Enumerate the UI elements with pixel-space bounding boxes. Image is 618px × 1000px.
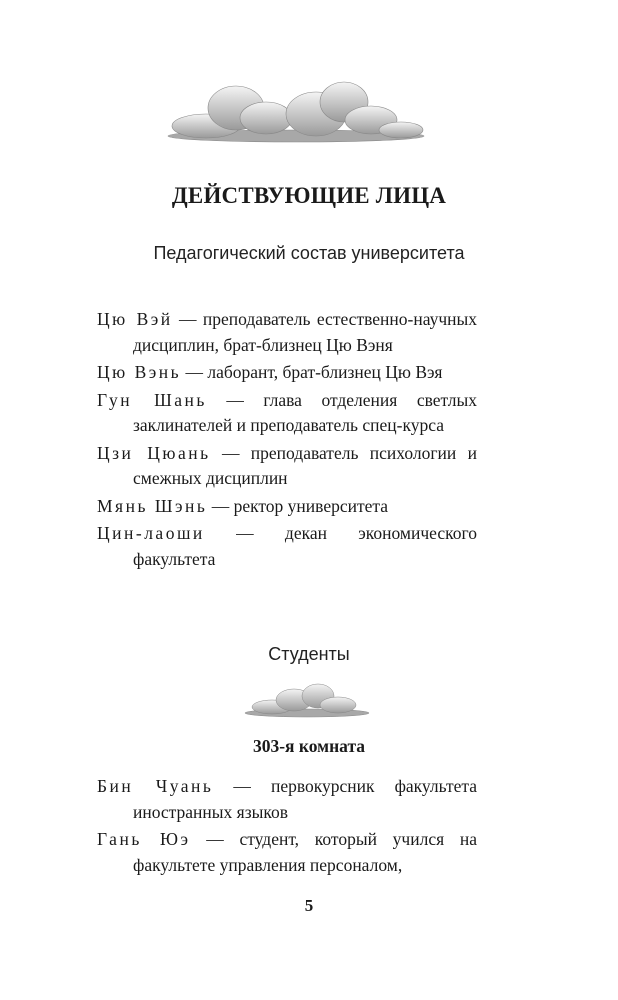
list-item xyxy=(97,521,477,572)
character-description: — преподаватель психологии и смежных дисциплин xyxy=(133,442,477,488)
character-description: — лаборант, брат-близнец Цю Вэя xyxy=(181,362,443,382)
character-name: Гань Юэ xyxy=(97,829,191,849)
list-item xyxy=(97,307,477,358)
character-description: — первокурсник факультета иностранных языков xyxy=(133,776,477,822)
list-item xyxy=(97,774,477,825)
room-heading: 303-я комната xyxy=(252,736,366,756)
list-item xyxy=(97,441,477,492)
students-heading: Студенты xyxy=(268,644,350,664)
page-title: ДЕЙСТВУЮЩИЕ ЛИЦА xyxy=(171,183,447,208)
character-description: — студент, который учился на факультете управления персоналом, xyxy=(133,829,477,875)
character-description: — ректор университета xyxy=(207,495,389,516)
character-name: Цин-лаоши xyxy=(97,523,205,543)
faculty-heading: Педагогический состав университета xyxy=(153,243,465,263)
character-description: — декан экономического факультета xyxy=(133,523,477,569)
character-description: — преподаватель естественно-научных дисциплин, брат-близнец Цю Вэня xyxy=(133,309,477,355)
list-item xyxy=(97,827,477,878)
character-name: Цю Вэй xyxy=(97,309,173,329)
list-item xyxy=(97,360,477,386)
faculty-list xyxy=(97,307,477,574)
character-name: Мянь Шэнь xyxy=(97,495,208,516)
students-list xyxy=(97,774,477,880)
character-name: Бин Чуань xyxy=(97,776,214,796)
list-item xyxy=(97,494,477,520)
character-name: Цзи Цюань xyxy=(97,442,211,463)
page-number: 5 xyxy=(304,896,314,915)
list-item xyxy=(97,388,477,439)
small-cloud-illustration xyxy=(242,680,372,720)
character-description: — глава отделения светлых заклинателей и преподаватель спец-курса xyxy=(133,389,477,435)
cloud-illustration xyxy=(166,74,426,146)
character-name: Цю Вэнь xyxy=(97,362,182,382)
character-name: Гун Шань xyxy=(97,389,207,410)
